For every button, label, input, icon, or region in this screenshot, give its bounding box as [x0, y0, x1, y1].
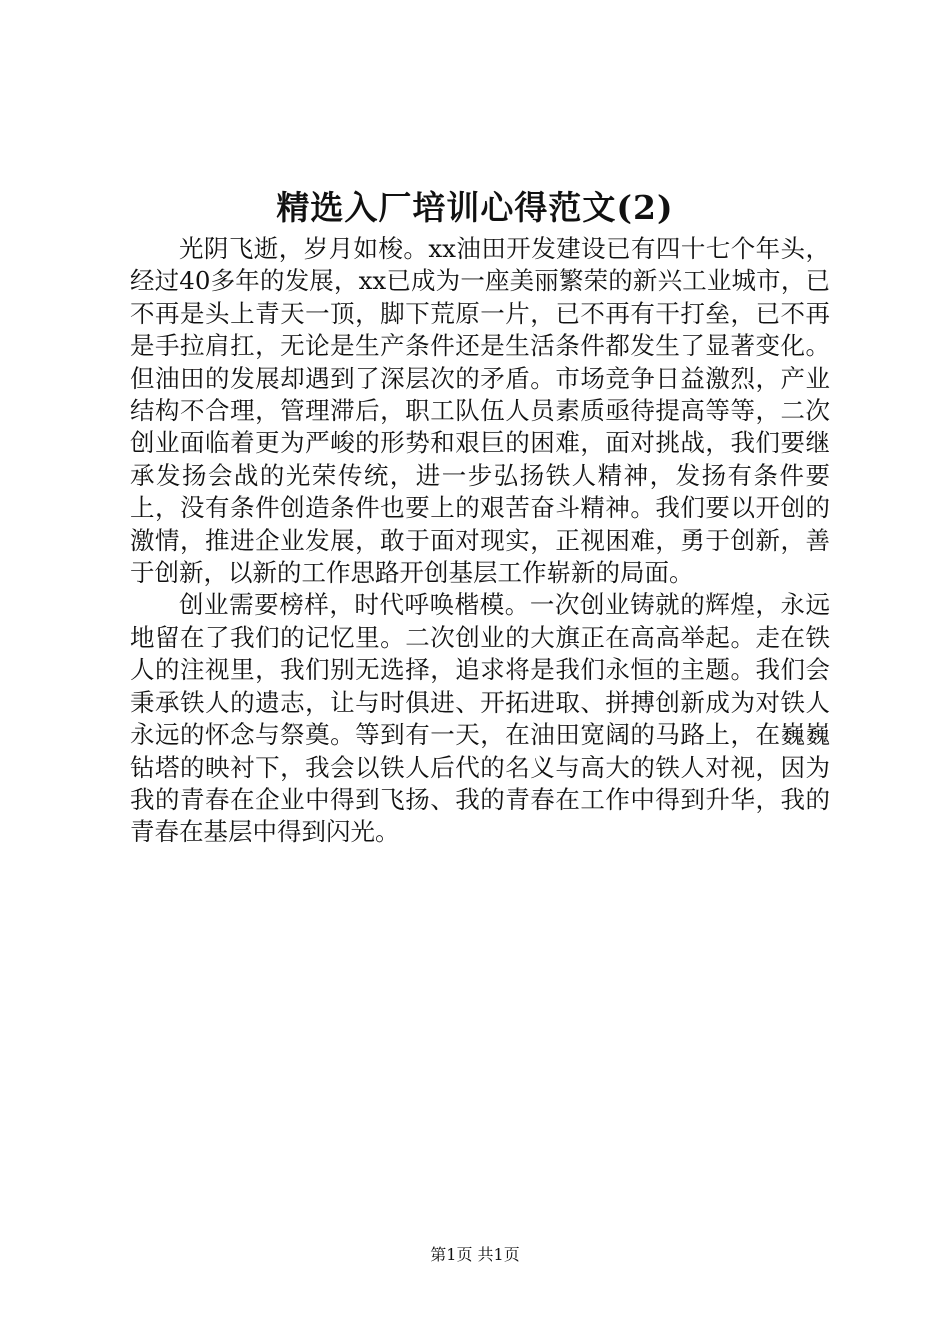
document-body	[130, 233, 830, 849]
page-footer: 第1页 共1页	[430, 1245, 520, 1264]
document-title: 精选入厂培训心得范文(2)	[276, 188, 674, 227]
paragraph-1: 光阴飞逝，岁月如梭。xx油田开发建设已有四十七个年头，经过40多年的发展，xx已成为一座美丽繁荣的新兴工业城市，已不再是头上青天一顶，脚下荒原一片，已不再有干打垒，已不再是手拉肩扛，无论是生产条件还是生活条件都发生了显著变化。但油田的发展却遇到了深层次的矛盾。市场竞争日益激烈，产业结构不合理，管理滞后，职工队伍人员素质亟待提高等等，二次创业面临着更为严峻的形势和艰巨的困难，面对挑战，我们要继承发扬会战的光荣传统，进一步弘扬铁人精神，发扬有条件要上，没有条件创造条件也要上的艰苦奋斗精神。我们要以开创的激情，推进企业发展，敢于面对现实，正视困难，勇于创新，善于创新，以新的工作思路开创基层工作崭新的局面。	[130, 234, 830, 588]
paragraph-2: 创业需要榜样，时代呼唤楷模。一次创业铸就的辉煌，永远地留在了我们的记忆里。二次创业的大旗正在高高举起。走在铁人的注视里，我们别无选择，追求将是我们永恒的主题。我们会秉承铁人的遗志，让与时俱进、开拓进取、拼搏创新成为对铁人永远的怀念与祭奠。等到有一天，在油田宽阔的马路上，在巍巍钻塔的映衬下，我会以铁人后代的名义与高大的铁人对视，因为我的青春在企业中得到飞扬、我的青春在工作中得到升华，我的青春在基层中得到闪光。	[130, 590, 830, 847]
